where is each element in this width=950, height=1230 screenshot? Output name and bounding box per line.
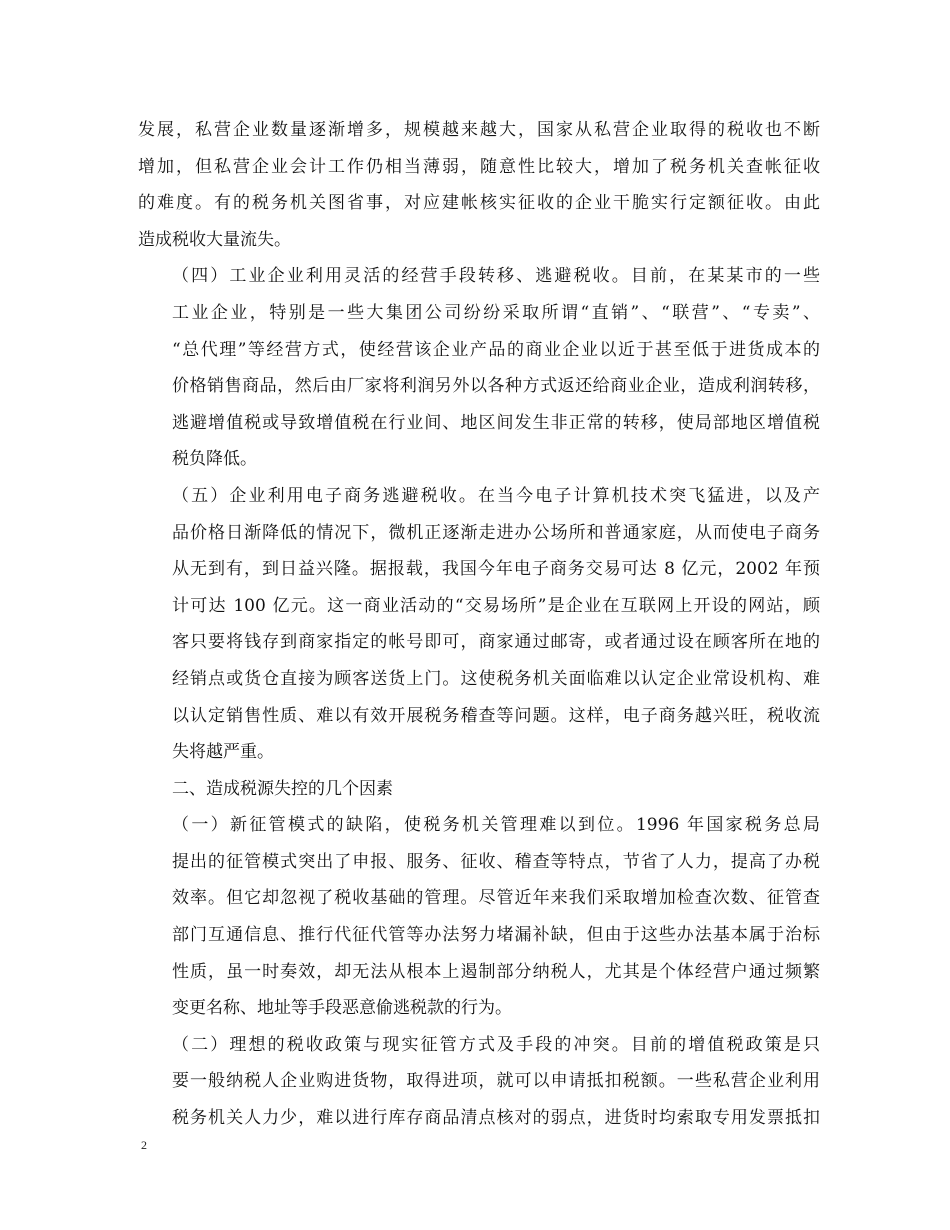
paragraph bbox=[138, 771, 820, 808]
text-line: （一）新征管模式的缺陷，使税务机关管理难以到位。1996 年国家税务总局 bbox=[172, 815, 820, 836]
text-line: 计可达 100 亿元。这一商业活动的“交易场所”是企业在互联网上开设的网站，顾 bbox=[172, 595, 820, 616]
document-body bbox=[138, 112, 820, 1137]
text-line: 发展，私营企业数量逐渐增多，规模越来越大，国家从私营企业取得的税收也不断 bbox=[138, 120, 820, 140]
text-line: 造成税收大量流失。 bbox=[138, 229, 291, 250]
text-line: （二）理想的税收政策与现实征管方式及手段的冲突。目前的增值税政策是只 bbox=[172, 1034, 820, 1055]
text-line: 税负降低。 bbox=[172, 449, 257, 470]
text-line: （四）工业企业利用灵活的经营手段转移、逃避税收。目前，在某某市的一些 bbox=[172, 266, 820, 287]
paragraph bbox=[138, 478, 820, 771]
text-line: “总代理”等经营方式，使经营该企业产品的商业企业以近于甚至低于进货成本的 bbox=[172, 339, 820, 360]
text-line: 从无到有，到日益兴隆。据报载，我国今年电子商务交易可达 8 亿元，2002 年预 bbox=[172, 559, 820, 580]
text-line: 效率。但它却忽视了税收基础的管理。尽管近年来我们采取增加检查次数、征管查 bbox=[172, 888, 820, 909]
text-line: 价格销售商品，然后由厂家将利润另外以各种方式返还给商业企业，造成利润转移， bbox=[172, 376, 820, 397]
text-line: 客只要将钱存到商家指定的帐号即可，商家通过邮寄，或者通过设在顾客所在地的 bbox=[172, 632, 820, 653]
text-line: 性质，虽一时奏效，却无法从根本上遏制部分纳税人，尤其是个体经营户通过频繁 bbox=[172, 961, 820, 982]
text-line: 要一般纳税人企业购进货物，取得进项，就可以申请抵扣税额。一些私营企业利用 bbox=[172, 1071, 820, 1092]
paragraph bbox=[138, 1027, 820, 1137]
paragraph bbox=[138, 807, 820, 1027]
text-line: 部门互通信息、推行代征代管等办法努力堵漏补缺，但由于这些办法基本属于治标 bbox=[172, 925, 820, 946]
text-line: 工业企业，特别是一些大集团公司纷纷采取所谓“直销”、“联营”、“专卖”、 bbox=[172, 302, 820, 323]
text-line: 税务机关人力少，难以进行库存商品清点核对的弱点，进货时均索取专用发票抵扣 bbox=[172, 1108, 820, 1129]
text-line: 经销点或货仓直接为顾客送货上门。这使税务机关面临难以认定企业常设机构、难 bbox=[172, 668, 820, 689]
text-line: 变更名称、地址等手段恶意偷逃税款的行为。 bbox=[172, 998, 512, 1019]
paragraph bbox=[138, 258, 820, 478]
text-line: （五）企业利用电子商务逃避税收。在当今电子计算机技术突飞猛进，以及产 bbox=[172, 485, 820, 506]
page-number: 2 bbox=[141, 1138, 147, 1152]
text-line: 的难度。有的税务机关图省事，对应建帐核实征收的企业干脆实行定额征收。由此 bbox=[138, 193, 820, 214]
text-line: 逃避增值税或导致增值税在行业间、地区间发生非正常的转移，使局部地区增值税 bbox=[172, 412, 820, 433]
text-line: 以认定销售性质、难以有效开展税务稽查等问题。这样，电子商务越兴旺，税收流 bbox=[172, 705, 820, 726]
text-line: 提出的征管模式突出了申报、服务、征收、稽查等特点，节省了人力，提高了办税 bbox=[172, 851, 820, 872]
text-line: 二、造成税源失控的几个因素 bbox=[172, 778, 393, 799]
paragraph bbox=[138, 112, 820, 258]
text-line: 失将越严重。 bbox=[172, 742, 274, 763]
text-line: 品价格日渐降低的情况下，微机正逐渐走进办公场所和普通家庭，从而使电子商务 bbox=[172, 522, 820, 543]
text-line: 增加，但私营企业会计工作仍相当薄弱，随意性比较大，增加了税务机关查帐征收 bbox=[138, 156, 820, 177]
